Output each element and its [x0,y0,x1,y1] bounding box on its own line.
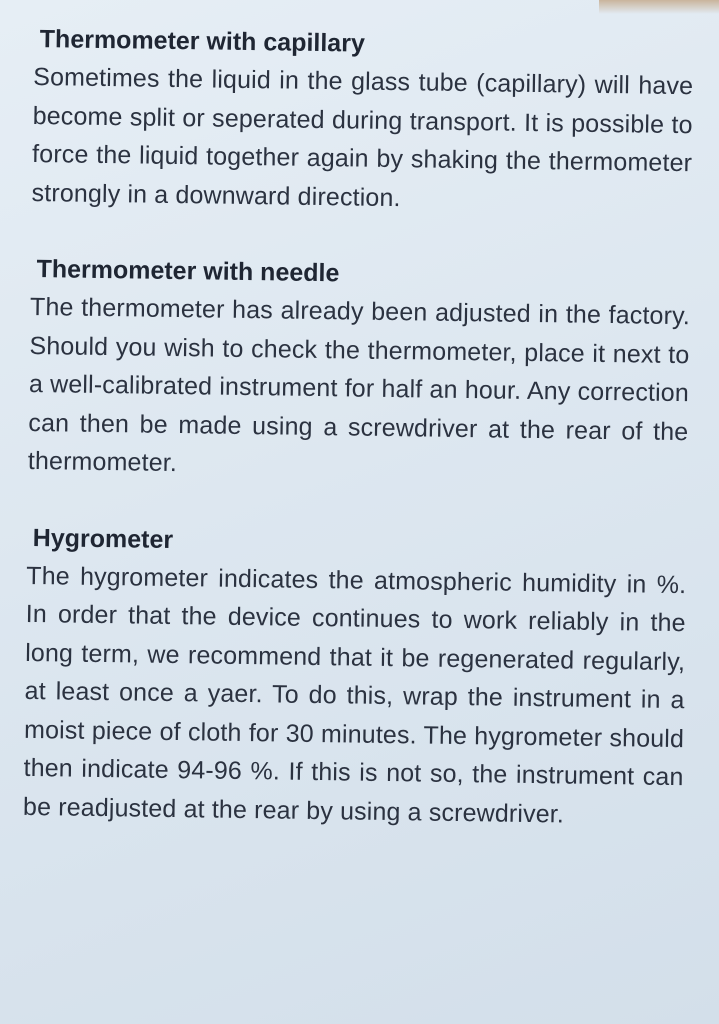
section-heading: Thermometer with needle [36,255,340,288]
section-hygrometer [23,520,687,835]
section-thermometer-needle [28,252,691,490]
section-body: Sometimes the liquid in the glass tube (capillary) will have become split or seperated during transport. It is possible to force the liquid together again by shaking the thermometer strongly in a downward direction. [31,62,694,212]
section-thermometer-capillary [31,22,694,221]
section-body: The hygrometer indicates the atmospheric humidity in %. In order that the device continues to work reliably in the long term, we recommend that it be regenerated regularly, at least once a yaer. To do this, wrap the instrument in a moist piece of cloth for 30 minutes. The hygrometer should then indicate 94-96 %. If this is not so, the instrument can be readjusted at the rear by using a screwdriver. [22,561,687,828]
instruction-page [22,22,694,875]
background-edge [599,0,719,14]
section-heading: Hygrometer [32,523,174,554]
section-heading: Thermometer with capillary [39,25,366,58]
section-body: The thermometer has already been adjusted in the factory. Should you wish to check the thermometer, place it next to a well-calibrated instrument for half an hour. Any correction can then be made using a screwdriver at the rear of the thermometer. [27,292,691,478]
